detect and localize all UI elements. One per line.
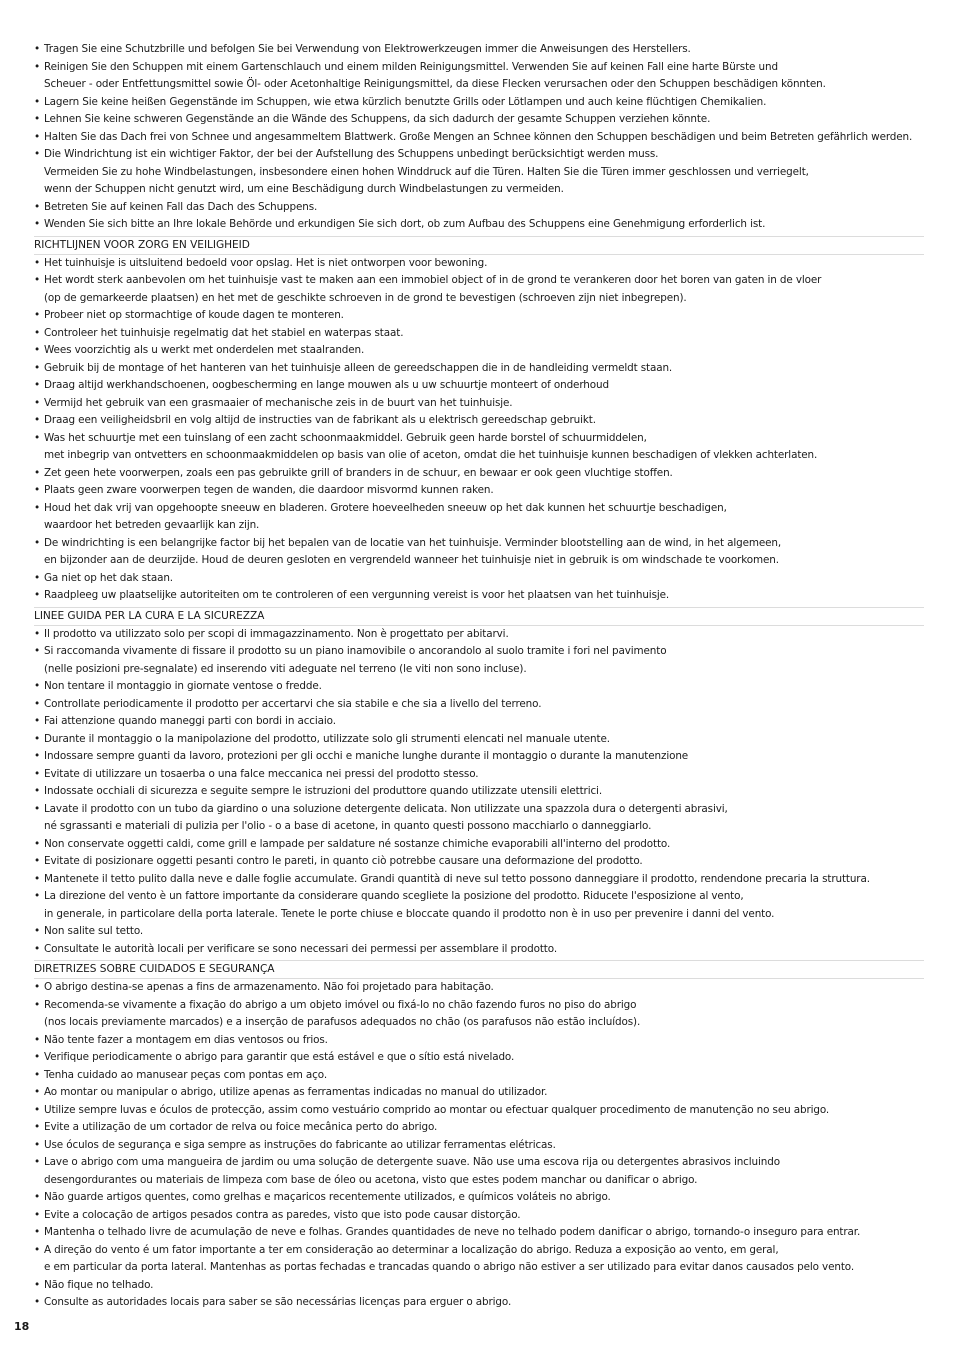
bullet-icon: • — [34, 890, 41, 902]
bullet-text: Consulte as autoridades locais para saber se são necessárias licenças para erguer o abrigo. — [44, 1296, 512, 1308]
bullet-text: Halten Sie das Dach frei von Schnee und angesammeltem Blattwerk. Große Mengen an Schnee können den Schuppen beschädigen und beim Betreten gefährlich werden. — [44, 130, 913, 143]
bullet-item-continuation — [34, 1014, 924, 1032]
bullet-text: Vermijd het gebruik van een grasmaaier of mechanische zeis in de buurt van het tuinhuisje. — [44, 396, 513, 409]
bullet-item — [34, 430, 924, 448]
bullet-item — [34, 678, 924, 696]
bullet-icon: • — [34, 981, 41, 993]
bullet-text: Indossate occhiali di sicurezza e seguite sempre le istruzioni del produttore quando utilizzate utensili elettrici. — [44, 785, 603, 797]
bullet-icon: • — [34, 1068, 41, 1081]
section-heading: LINEE GUIDA PER LA CURA E LA SICUREZZA — [34, 607, 924, 626]
bullet-text: Het wordt sterk aanbevolen om het tuinhuisje vast te maken aan een immobiel object of in de grond te verankeren door het boren van gaten in de vloer — [44, 274, 822, 286]
bullet-icon: • — [34, 309, 41, 321]
bullet-text: Draag altijd werkhandschoenen, oogbescherming en lange mouwen als u uw schuurtje monteert of onderhoud — [44, 379, 609, 391]
bullet-item — [34, 342, 924, 360]
section — [34, 41, 924, 234]
bullet-text: Evitate di utilizzare un tosaerba o una falce meccanica nei pressi del prodotto stesso. — [44, 767, 479, 780]
bullet-item-continuation — [34, 818, 924, 836]
bullet-item — [34, 941, 924, 959]
bullet-icon: • — [34, 697, 41, 710]
bullet-text: Vermeiden Sie zu hohe Windbelastungen, insbesondere einen hohen Winddruck auf die Türen. Halten Sie die Türen immer geschlossen und verriegelt, — [44, 165, 809, 178]
bullet-text: Controleer het tuinhuisje regelmatig dat het stabiel en waterpas staat. — [44, 326, 404, 339]
bullet-item — [34, 272, 924, 290]
bullet-text: Indossare sempre guanti da lavoro, protezioni per gli occhi e maniche lunghe durante il montaggio o durante la manutenzione — [44, 750, 689, 762]
bullet-icon: • — [34, 1086, 41, 1098]
bullet-item — [34, 853, 924, 871]
bullet-item — [34, 1242, 924, 1260]
bullet-icon: • — [34, 1156, 41, 1168]
bullet-icon: • — [34, 361, 41, 374]
bullet-text: Non salite sul tetto. — [44, 925, 144, 937]
bullet-item — [34, 766, 924, 784]
bullet-item — [34, 783, 924, 801]
bullet-text: Si raccomanda vivamente di fissare il prodotto su un piano inamovibile o ancorandolo al suolo tramite i fori nel pavimento — [44, 645, 667, 657]
bullet-item — [34, 923, 924, 941]
bullet-text: Lave o abrigo com uma mangueira de jardim ou uma solução de detergente suave. Não use uma escova rija ou detergentes abrasivos incluindo — [44, 1156, 780, 1168]
bullet-text: Use óculos de segurança e siga sempre as instruções do fabricante ao utilizar ferramentas elétricas. — [44, 1138, 556, 1151]
bullet-item — [34, 871, 924, 889]
bullet-text: in generale, in particolare della porta laterale. Tenete le porte chiuse e bloccate quando il prodotto non è in uso per prevenire i danni del vento. — [44, 907, 775, 920]
bullet-item-continuation — [34, 517, 924, 535]
bullet-item — [34, 307, 924, 325]
bullet-item — [34, 146, 924, 164]
bullet-text: Het tuinhuisje is uitsluitend bedoeld voor opslag. Het is niet ontworpen voor bewoning. — [44, 256, 488, 269]
bullet-text: Verifique periodicamente o abrigo para garantir que está estável e que o sítio está nivelado. — [44, 1051, 515, 1063]
bullet-text: Reinigen Sie den Schuppen mit einem Gartenschlauch und einem milden Reinigungsmittel. Verwenden Sie auf keinen Fall eine harte Bürste und — [44, 60, 778, 73]
bullet-icon: • — [34, 998, 41, 1011]
bullet-icon: • — [34, 501, 41, 514]
bullet-item-continuation — [34, 906, 924, 924]
bullet-item-continuation — [34, 552, 924, 570]
bullet-item — [34, 216, 924, 234]
bullet-item — [34, 1277, 924, 1295]
bullet-text: e em particular da porta lateral. Mantenhas as portas fechadas e trancadas quando o abrigo não estiver a ser utilizado para evitar danos causados pelo vento. — [44, 1261, 855, 1273]
bullet-item — [34, 1032, 924, 1050]
bullet-icon: • — [34, 344, 41, 356]
bullet-icon: • — [34, 1191, 41, 1203]
bullet-icon: • — [34, 589, 41, 601]
bullet-item — [34, 979, 924, 997]
bullet-item — [34, 377, 924, 395]
bullet-item — [34, 748, 924, 766]
bullet-item — [34, 643, 924, 661]
bullet-text: né sgrassanti e materiali di pulizia per l'olio - o a base di acetone, in quanto questi possono macchiarlo o danneggiarlo. — [44, 820, 652, 832]
bullet-item — [34, 801, 924, 819]
bullet-item — [34, 1119, 924, 1137]
bullet-item-continuation — [34, 661, 924, 679]
bullet-text: Não tente fazer a montagem em dias ventosos ou frios. — [44, 1033, 328, 1046]
bullet-text: en bijzonder aan de deurzijde. Houd de deuren gesloten en vergrendeld wanneer het tuinhuisje niet in gebruik is om windschade te voorkomen. — [44, 554, 779, 566]
bullet-icon: • — [34, 396, 41, 409]
bullet-item — [34, 1067, 924, 1085]
bullet-item — [34, 1137, 924, 1155]
bullet-icon: • — [34, 130, 41, 143]
bullet-text: Lavate il prodotto con un tubo da giardino o una soluzione detergente delicata. Non utilizzate una spazzola dura o detergenti abrasivi, — [44, 802, 728, 815]
bullet-item — [34, 199, 924, 217]
bullet-item — [34, 1154, 924, 1172]
bullet-item-continuation — [34, 1172, 924, 1190]
bullet-item — [34, 111, 924, 129]
bullet-text: Mantenete il tetto pulito dalla neve e dalle foglie accumulate. Grandi quantità di neve sul tetto possono danneggiare il prodotto, rendendone precaria la struttura. — [44, 872, 870, 885]
bullet-item — [34, 482, 924, 500]
bullet-icon: • — [34, 148, 41, 160]
page-number: 18 — [14, 1320, 30, 1333]
bullet-icon: • — [34, 200, 41, 213]
bullet-item — [34, 1189, 924, 1207]
bullet-item — [34, 535, 924, 553]
bullet-text: Non tentare il montaggio in giornate ventose o fredde. — [44, 680, 322, 692]
bullet-item — [34, 412, 924, 430]
bullet-text: Evite a utilização de um cortador de relva ou foice mecânica perto do abrigo. — [44, 1121, 438, 1133]
bullet-icon: • — [34, 767, 41, 780]
document-body — [34, 41, 924, 1312]
bullet-icon: • — [34, 1208, 41, 1221]
bullet-icon: • — [34, 379, 41, 391]
bullet-text: wenn der Schuppen nicht genutzt wird, um eine Beschädigung durch Windbelastungen zu vermeiden. — [44, 183, 564, 195]
bullet-text: Plaats geen zware voorwerpen tegen de wanden, die daardoor misvormd kunnen raken. — [44, 484, 494, 496]
bullet-item — [34, 1224, 924, 1242]
bullet-icon: • — [34, 43, 41, 55]
bullet-text: Utilize sempre luvas e óculos de protecção, assim como vestuário comprido ao montar ou efectuar qualquer procedimento de manutenção no seu abrigo. — [44, 1103, 830, 1116]
bullet-icon: • — [34, 60, 41, 73]
bullet-icon: • — [34, 925, 41, 937]
bullet-icon: • — [34, 872, 41, 885]
bullet-item — [34, 59, 924, 77]
bullet-text: Não guarde artigos quentes, como grelhas e maçaricos recentemente utilizados, e químicos voláteis no abrigo. — [44, 1191, 611, 1203]
bullet-text: Die Windrichtung ist ein wichtiger Faktor, der bei der Aufstellung des Schuppens unbedingt berücksichtigt werden muss. — [44, 148, 659, 160]
bullet-icon: • — [34, 1296, 41, 1308]
bullet-icon: • — [34, 1103, 41, 1116]
bullet-icon: • — [34, 1121, 41, 1133]
bullet-icon: • — [34, 326, 41, 339]
bullet-item — [34, 94, 924, 112]
bullet-icon: • — [34, 1243, 41, 1256]
bullet-item — [34, 888, 924, 906]
section-heading: RICHTLIJNEN VOOR ZORG EN VEILIGHEID — [34, 236, 924, 255]
bullet-item — [34, 713, 924, 731]
bullet-icon: • — [34, 837, 41, 850]
bullet-icon: • — [34, 942, 41, 955]
section — [34, 960, 924, 1312]
bullet-item — [34, 255, 924, 273]
bullet-text: Ao montar ou manipular o abrigo, utilize apenas as ferramentas indicadas no manual do utilizador. — [44, 1086, 548, 1098]
bullet-item — [34, 41, 924, 59]
bullet-text: A direção do vento é um fator importante a ter em consideração ao determinar a localização do abrigo. Reduza a exposição ao vento, em geral, — [44, 1243, 779, 1256]
bullet-icon: • — [34, 750, 41, 762]
bullet-icon: • — [34, 274, 41, 286]
bullet-text: Evitate di posizionare oggetti pesanti contro le pareti, in quanto ciò potrebbe causare una deformazione del prodotto. — [44, 855, 643, 867]
bullet-icon: • — [34, 855, 41, 867]
bullet-icon: • — [34, 715, 41, 727]
bullet-icon: • — [34, 732, 41, 745]
bullet-item — [34, 626, 924, 644]
bullet-icon: • — [34, 802, 41, 815]
bullet-text: Evite a colocação de artigos pesados contra as paredes, visto que isto pode causar distorção. — [44, 1208, 521, 1221]
bullet-icon: • — [34, 627, 41, 640]
bullet-item — [34, 129, 924, 147]
bullet-text: Gebruik bij de montage of het hanteren van het tuinhuisje alleen de gereedschappen die in de handleiding vermeldt staan. — [44, 361, 673, 374]
bullet-text: Zet geen hete voorwerpen, zoals een pas gebruikte grill of branders in de schuur, en bewaar er ook geen vluchtige stoffen. — [44, 466, 673, 479]
bullet-text: Lehnen Sie keine schweren Gegenstände an die Wände des Schuppens, da sich dadurch der gesamte Schuppen verziehen könnte. — [44, 113, 711, 125]
bullet-icon: • — [34, 785, 41, 797]
bullet-text: Consultate le autorità locali per verificare se sono necessari dei permessi per assemblare il prodotto. — [44, 942, 557, 955]
bullet-item-continuation — [34, 290, 924, 308]
bullet-text: Ga niet op het dak staan. — [44, 571, 173, 584]
bullet-item — [34, 1102, 924, 1120]
bullet-text: (nos locais previamente marcados) e a inserção de parafusos adequados no chão (os parafusos não estão incluídos). — [44, 1016, 641, 1028]
bullet-icon: • — [34, 256, 41, 269]
bullet-item-continuation — [34, 181, 924, 199]
bullet-text: Tenha cuidado ao manusear peças com pontas em aço. — [44, 1068, 328, 1081]
bullet-item-continuation — [34, 76, 924, 94]
bullet-text: desengordurantes ou materiais de limpeza com base de óleo ou acetona, visto que estes podem manchar ou danificar o abrigo. — [44, 1173, 698, 1186]
bullet-item — [34, 500, 924, 518]
bullet-text: Scheuer - oder Entfettungsmittel sowie Öl- oder Acetonhaltige Reinigungsmittel, da diese Flecken verursachen oder den Schuppen beschädigen könnten. — [44, 78, 826, 90]
bullet-text: Il prodotto va utilizzato solo per scopi di immagazzinamento. Non è progettato per abitarvi. — [44, 627, 509, 640]
bullet-icon: • — [34, 645, 41, 657]
bullet-item — [34, 325, 924, 343]
bullet-text: (op de gemarkeerde plaatsen) en het met de geschikte schroeven in de grond te bevestigen (schroeven zijn niet inbegrepen). — [44, 291, 687, 304]
bullet-text: O abrigo destina-se apenas a fins de armazenamento. Não foi projetado para habitação. — [44, 981, 494, 993]
bullet-icon: • — [34, 1278, 41, 1291]
bullet-text: Raadpleeg uw plaatselijke autoriteiten om te controleren of een vergunning vereist is voor het plaatsen van het tuinhuisje. — [44, 589, 670, 601]
bullet-icon: • — [34, 1051, 41, 1063]
bullet-text: Controllate periodicamente il prodotto per accertarvi che sia stabile e che sia a livello del terreno. — [44, 697, 542, 710]
bullet-text: Recomenda-se vivamente a fixação do abrigo a um objeto imóvel ou fixá-lo no chão fazendo furos no piso do abrigo — [44, 998, 637, 1011]
bullet-text: La direzione del vento è un fattore importante da considerare quando scegliete la posizione del prodotto. Riducete l'esposizione al vento, — [44, 890, 744, 902]
bullet-icon: • — [34, 1033, 41, 1046]
bullet-text: Fai attenzione quando maneggi parti con bordi in acciaio. — [44, 715, 336, 727]
bullet-text: Durante il montaggio o la manipolazione del prodotto, utilizzate solo gli strumenti elencati nel manuale utente. — [44, 732, 610, 745]
bullet-item — [34, 731, 924, 749]
bullet-text: Tragen Sie eine Schutzbrille und befolgen Sie bei Verwendung von Elektrowerkzeugen immer die Anweisungen des Herstellers. — [44, 43, 691, 55]
bullet-item — [34, 1084, 924, 1102]
bullet-item — [34, 465, 924, 483]
bullet-item — [34, 696, 924, 714]
bullet-item — [34, 1294, 924, 1312]
bullet-text: Mantenha o telhado livre de acumulação de neve e folhas. Grandes quantidades de neve no telhado podem danificar o abrigo, tornando-o inseguro para entrar. — [44, 1226, 861, 1238]
bullet-icon: • — [34, 484, 41, 496]
bullet-text: Wenden Sie sich bitte an Ihre lokale Behörde und erkundigen Sie sich dort, ob zum Aufbau des Schuppens eine Genehmigung erforderlich ist. — [44, 218, 766, 230]
bullet-item — [34, 570, 924, 588]
bullet-text: De windrichting is een belangrijke factor bij het bepalen van de locatie van het tuinhuisje. Verminder blootstelling aan de wind, in het algemeen, — [44, 536, 782, 549]
bullet-text: Draag een veiligheidsbril en volg altijd de instructies van de fabrikant als u elektrisch gereedschap gebruikt. — [44, 414, 596, 426]
bullet-icon: • — [34, 218, 41, 230]
bullet-item — [34, 1049, 924, 1067]
bullet-text: waardoor het betreden gevaarlijk kan zijn. — [44, 519, 260, 531]
bullet-item — [34, 360, 924, 378]
bullet-text: met inbegrip van ontvetters en schoonmaakmiddelen op basis van olie of aceton, omdat die het tuinhuisje kunnen beschadigen of vlekken achterlaten. — [44, 449, 818, 461]
bullet-text: Non conservate oggetti caldi, come grill e lampade per saldature né sostanze chimiche evaporabili all'interno del prodotto. — [44, 837, 671, 850]
bullet-item-continuation — [34, 164, 924, 182]
bullet-text: Probeer niet op stormachtige of koude dagen te monteren. — [44, 309, 344, 321]
bullet-item — [34, 997, 924, 1015]
bullet-item-continuation — [34, 447, 924, 465]
bullet-icon: • — [34, 1226, 41, 1238]
bullet-text: Was het schuurtje met een tuinslang of een zacht schoonmaakmiddel. Gebruik geen harde borstel of schuurmiddelen, — [44, 431, 647, 444]
bullet-item — [34, 1207, 924, 1225]
bullet-text: Não fique no telhado. — [44, 1278, 154, 1291]
bullet-text: Betreten Sie auf keinen Fall das Dach des Schuppens. — [44, 200, 318, 213]
section — [34, 236, 924, 605]
bullet-text: Lagern Sie keine heißen Gegenstände im Schuppen, wie etwa kürzlich benutzte Grills oder Lötlampen und auch keine flüchtigen Chemikalien. — [44, 95, 767, 108]
bullet-icon: • — [34, 414, 41, 426]
bullet-icon: • — [34, 1138, 41, 1151]
bullet-icon: • — [34, 466, 41, 479]
bullet-text: Houd het dak vrij van opgehoopte sneeuw en bladeren. Grotere hoeveelheden sneeuw op het dak kunnen het schuurtje beschadigen, — [44, 501, 727, 514]
bullet-icon: • — [34, 95, 41, 108]
bullet-item — [34, 395, 924, 413]
bullet-item — [34, 836, 924, 854]
section-heading: DIRETRIZES SOBRE CUIDADOS E SEGURANÇA — [34, 960, 924, 979]
bullet-text: Wees voorzichtig als u werkt met onderdelen met staalranden. — [44, 344, 365, 356]
bullet-item — [34, 587, 924, 605]
bullet-text: (nelle posizioni pre-segnalate) ed inserendo viti adeguate nel terreno (le viti non sono incluse). — [44, 662, 527, 675]
bullet-icon: • — [34, 571, 41, 584]
bullet-icon: • — [34, 536, 41, 549]
bullet-icon: • — [34, 680, 41, 692]
section — [34, 607, 924, 959]
bullet-icon: • — [34, 113, 41, 125]
bullet-item-continuation — [34, 1259, 924, 1277]
bullet-icon: • — [34, 431, 41, 444]
